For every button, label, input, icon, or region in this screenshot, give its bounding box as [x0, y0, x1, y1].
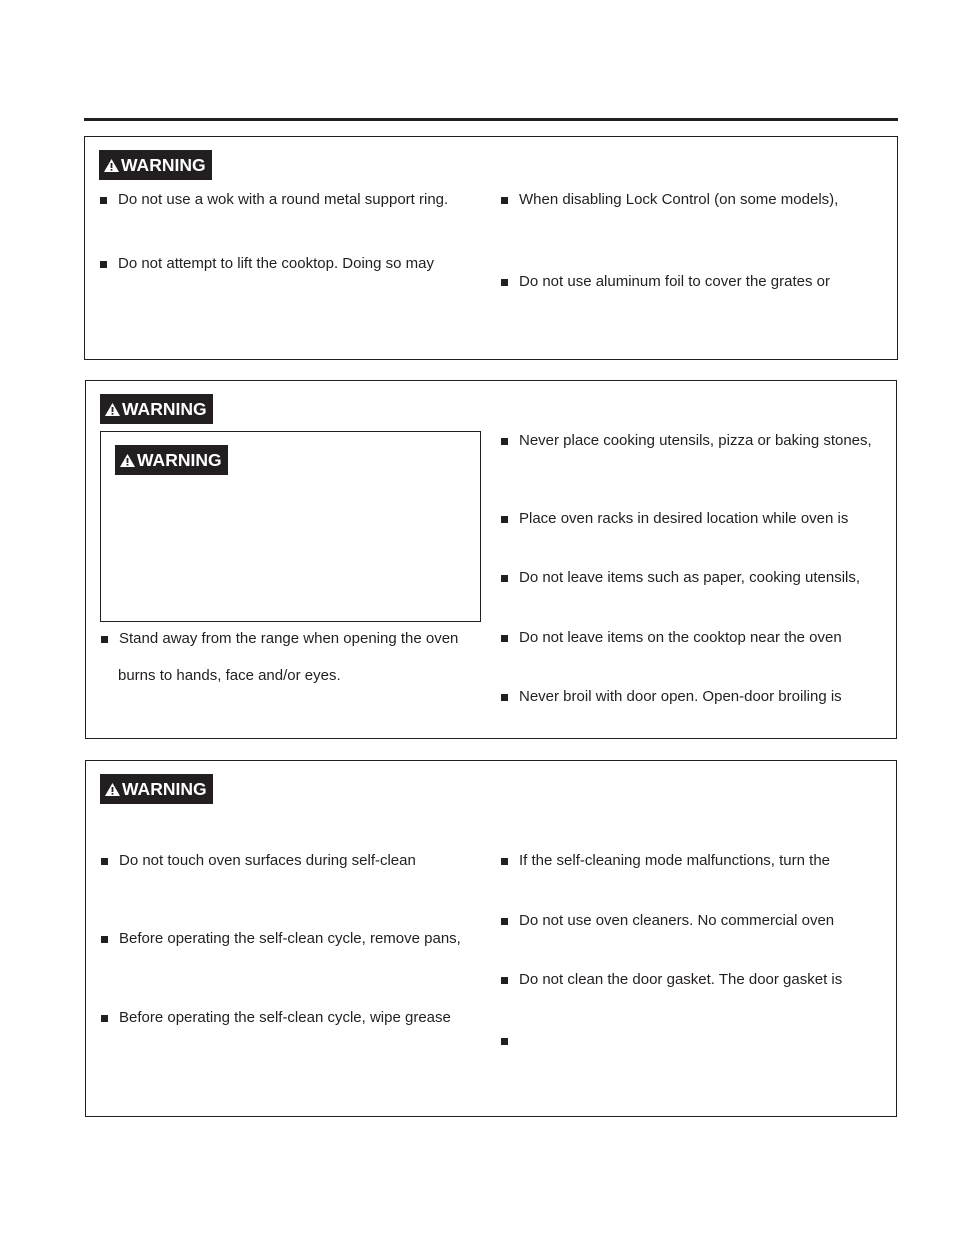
list-item-text: When disabling Lock Control (on some models), [519, 191, 839, 208]
top-rule [84, 118, 898, 121]
bullet-square-icon [101, 858, 108, 865]
list-item-text: Do not touch oven surfaces during self-clean [119, 852, 416, 869]
warning-label: WARNING [122, 779, 207, 799]
list-item-text: Before operating the self-clean cycle, wipe grease [119, 1009, 451, 1026]
list-item-text: Do not use oven cleaners. No commercial oven [519, 912, 835, 929]
bullet-square-icon [101, 936, 108, 943]
bullet-square-icon [501, 279, 508, 286]
list-item-text: Do not use a wok with a round metal support ring. [118, 191, 449, 208]
list-item-text: Do not leave items such as paper, cooking utensils, [519, 569, 861, 586]
bullet-square-icon [501, 858, 508, 865]
warning-label: WARNING [121, 155, 206, 175]
bullet-square-icon [501, 1038, 508, 1045]
bullet-square-icon [501, 197, 508, 204]
list-item-text: Never broil with door open. Open-door broiling is [519, 688, 842, 705]
bullet-square-icon [501, 977, 508, 984]
warning-triangle-icon [120, 454, 135, 467]
warning-badge [115, 445, 228, 475]
list-item-text: Never place cooking utensils, pizza or baking stones, [519, 432, 872, 449]
warning-badge [100, 774, 213, 804]
warning-badge [100, 394, 213, 424]
list-item-text: If the self-cleaning mode malfunctions, turn the [519, 852, 831, 869]
bullet-square-icon [100, 197, 107, 204]
list-item-continuation: burns to hands, face and/or eyes. [118, 667, 341, 684]
list-item-text: Do not leave items on the cooktop near the oven [519, 629, 842, 646]
bullet-square-icon [501, 635, 508, 642]
warning-label: WARNING [137, 450, 222, 470]
warning-triangle-icon [105, 403, 120, 416]
list-item-text: Stand away from the range when opening the oven [119, 630, 459, 647]
bullet-square-icon [501, 438, 508, 445]
warning-triangle-icon [105, 783, 120, 796]
list-item-text: Before operating the self-clean cycle, remove pans, [119, 930, 461, 947]
bullet-square-icon [501, 575, 508, 582]
bullet-square-icon [101, 636, 108, 643]
warning-triangle-icon [104, 159, 119, 172]
bullet-square-icon [100, 261, 107, 268]
list-item-text: Do not use aluminum foil to cover the grates or [519, 273, 830, 290]
list-item-text: Do not clean the door gasket. The door gasket is [519, 971, 843, 988]
bullet-square-icon [501, 516, 508, 523]
bullet-square-icon [101, 1015, 108, 1022]
list-item-text: Place oven racks in desired location while oven is [519, 510, 849, 527]
bullet-square-icon [501, 918, 508, 925]
warning-badge [99, 150, 212, 180]
bullet-square-icon [501, 694, 508, 701]
list-item-text: Do not attempt to lift the cooktop. Doing so may [118, 255, 434, 272]
warning-label: WARNING [122, 399, 207, 419]
